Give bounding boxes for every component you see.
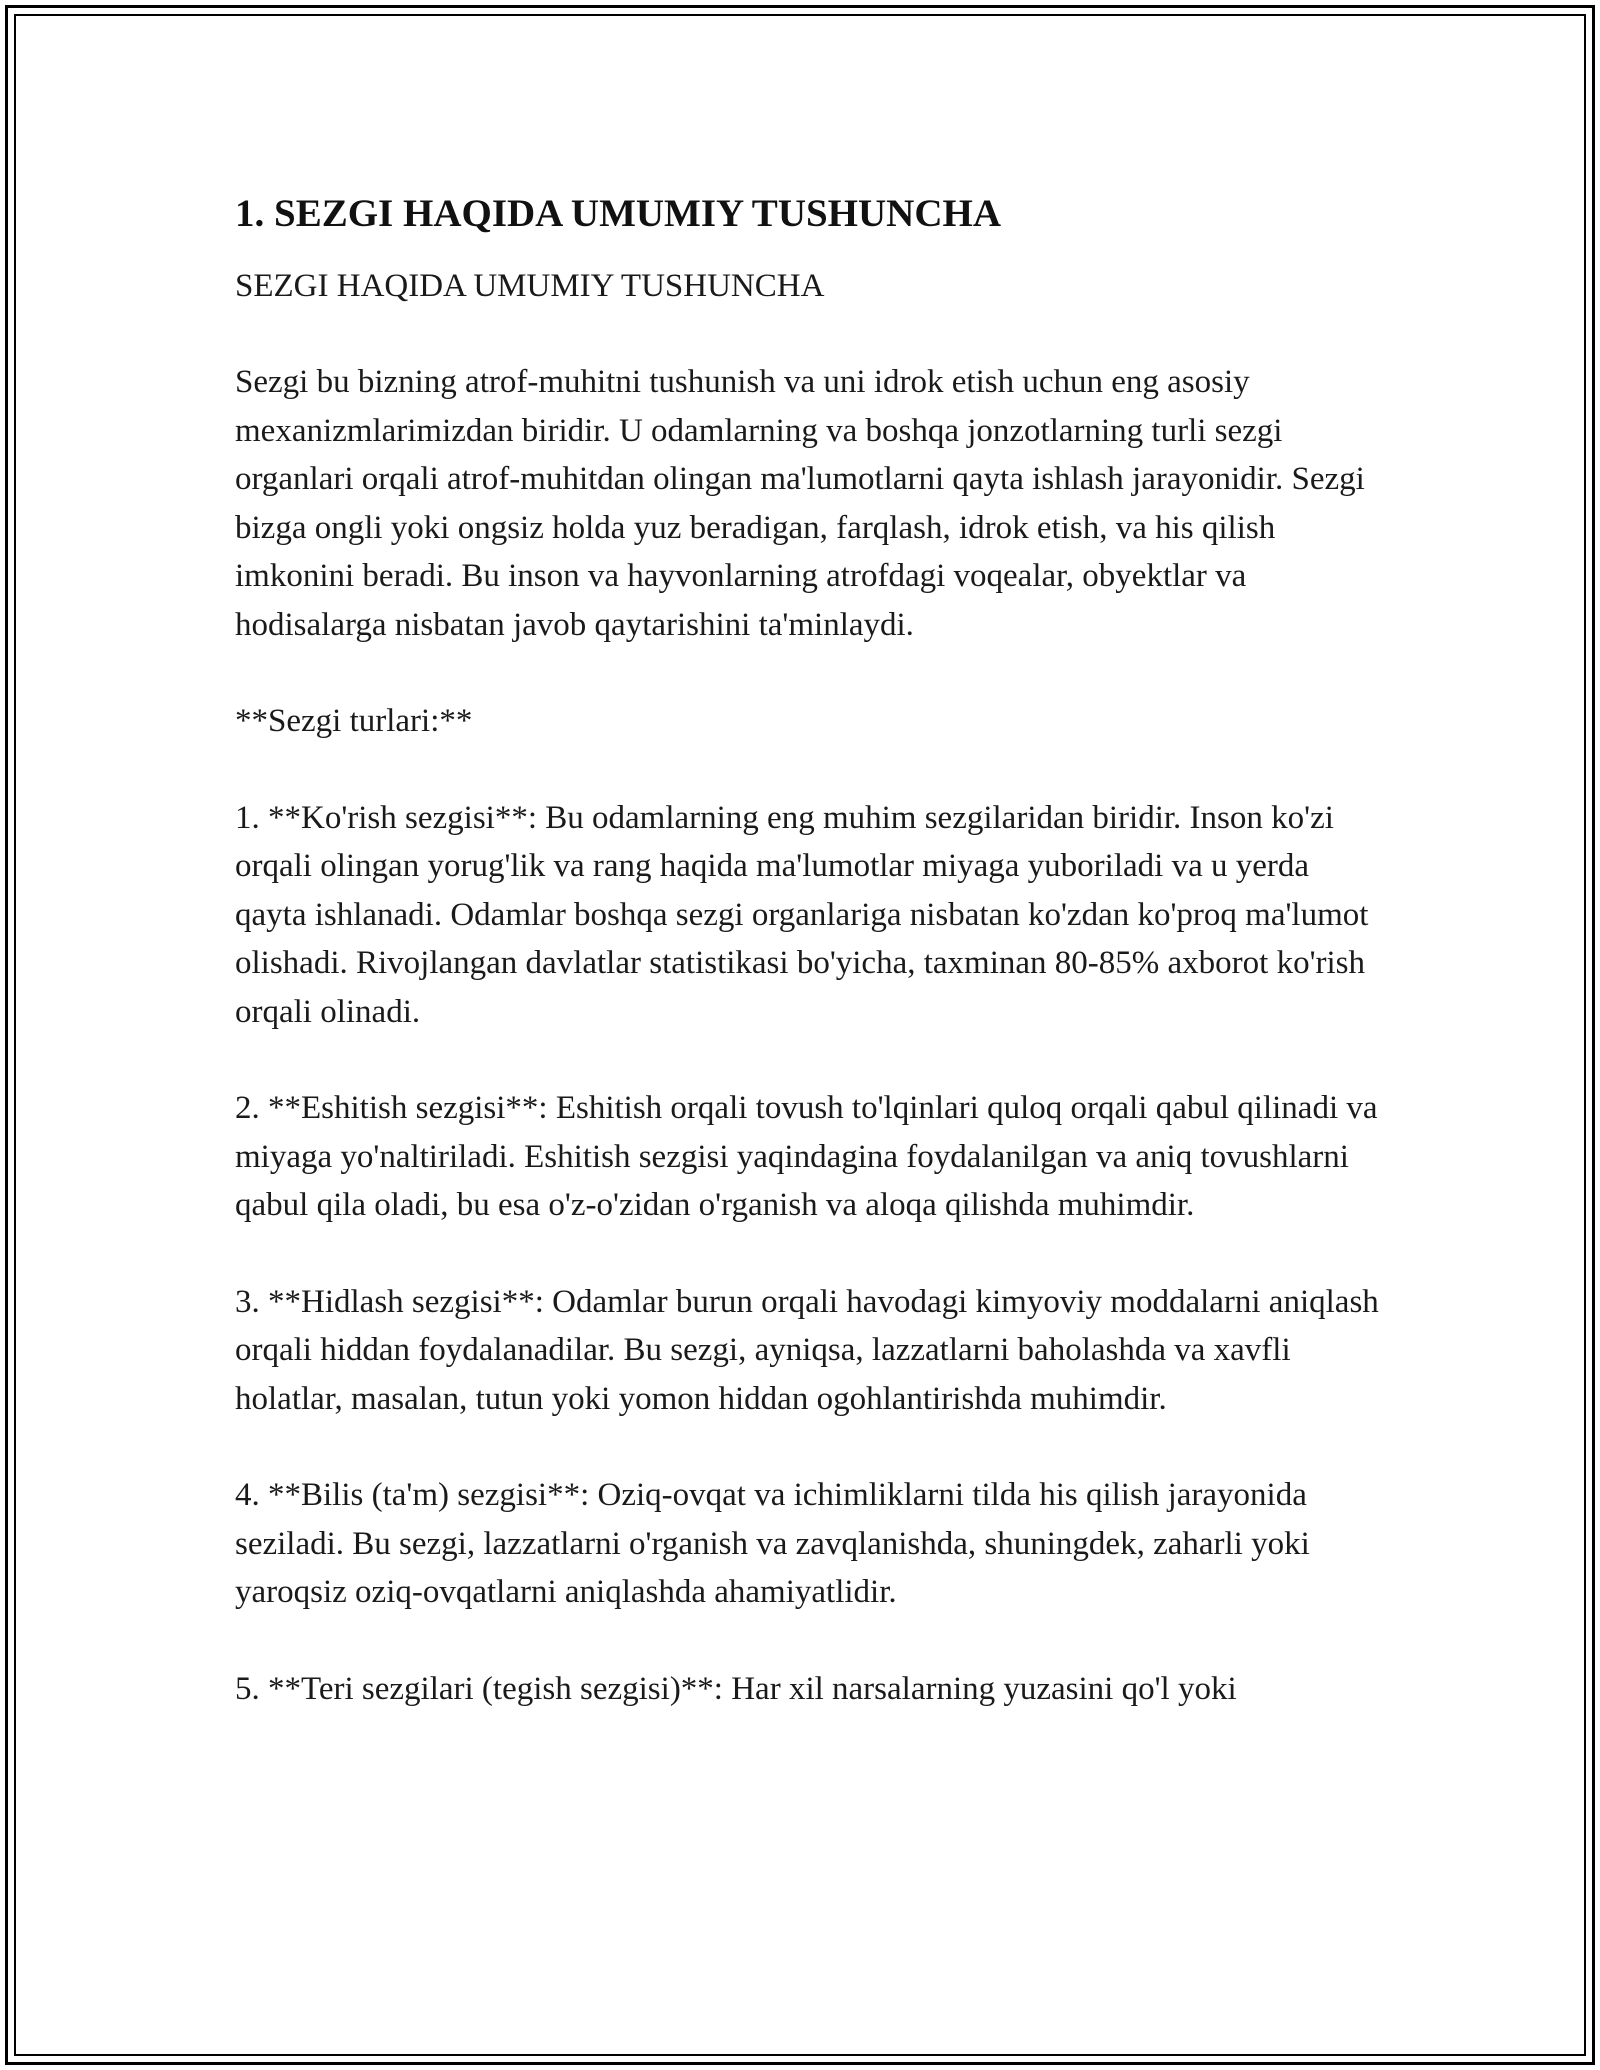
- document-subtitle: SEZGI HAQIDA UMUMIY TUSHUNCHA: [235, 268, 825, 304]
- document-body: [235, 186, 1385, 1713]
- list-item-hearing: 2. **Eshitish sezgisi**: Eshitish orqali tovush to'lqinlari quloq orqali qabul qilinadi va miyaga yo'naltiriladi. Eshitish sezgisi yaqindagina foydalanilgan va aniq tovushlarni qabul qila oladi, bu esa o'z-o'zidan o'rganish va aloqa qilishda muhimdir.: [235, 1090, 1378, 1223]
- intro-paragraph: Sezgi bu bizning atrof-muhitni tushunish va uni idrok etish uchun eng asosiy mexanizmlarimizdan biridir. U odamlarning va boshqa jonzotlarning turli sezgi organlari orqali atrof-muhitdan olingan ma'lumotlarni qayta ishlash jarayonidir. Sezgi bizga ongli yoki ongsiz holda yuz beradigan, farqlash, idrok etish, va his qilish imkonini beradi. Bu inson va hayvonlarning atrofdagi voqealar, obyektlar va hodisalarga nisbatan javob qaytarishini ta'minlaydi.: [235, 364, 1365, 643]
- list-item-touch: 5. **Teri sezgilari (tegish sezgisi)**: Har xil narsalarning yuzasini qo'l yoki: [235, 1670, 1237, 1707]
- list-item-smell: 3. **Hidlash sezgisi**: Odamlar burun orqali havodagi kimyoviy moddalarni aniqlash orqali hiddan foydalanadilar. Bu sezgi, ayniqsa, lazzatlarni baholashda va xavfli holatlar, masalan, tutun yoki yomon hiddan ogohlantirishda muhimdir.: [235, 1283, 1379, 1417]
- document-title: 1. SEZGI HAQIDA UMUMIY TUSHUNCHA: [235, 192, 1002, 235]
- types-heading: **Sezgi turlari:**: [235, 703, 473, 739]
- list-item-taste: 4. **Bilis (ta'm) sezgisi**: Oziq-ovqat va ichimliklarni tilda his qilish jarayonida seziladi. Bu sezgi, lazzatlarni o'rganish va zavqlanishda, shuningdek, zaharli yoki yaroqsiz oziq-ovqatlarni aniqlashda ahamiyatlidir.: [235, 1477, 1310, 1610]
- list-item-vision: 1. **Ko'rish sezgisi**: Bu odamlarning eng muhim sezgilaridan biridir. Inson ko'zi orqali olingan yorug'lik va rang haqida ma'lumotlar miyaga yuboriladi va u yerda qayta ishlanadi. Odamlar boshqa sezgi organlariga nisbatan ko'zdan ko'proq ma'lumot olishadi. Rivojlangan davlatlar statistikasi bo'yicha, taxminan 80-85% axborot ko'rish orqali olinadi.: [235, 799, 1369, 1030]
